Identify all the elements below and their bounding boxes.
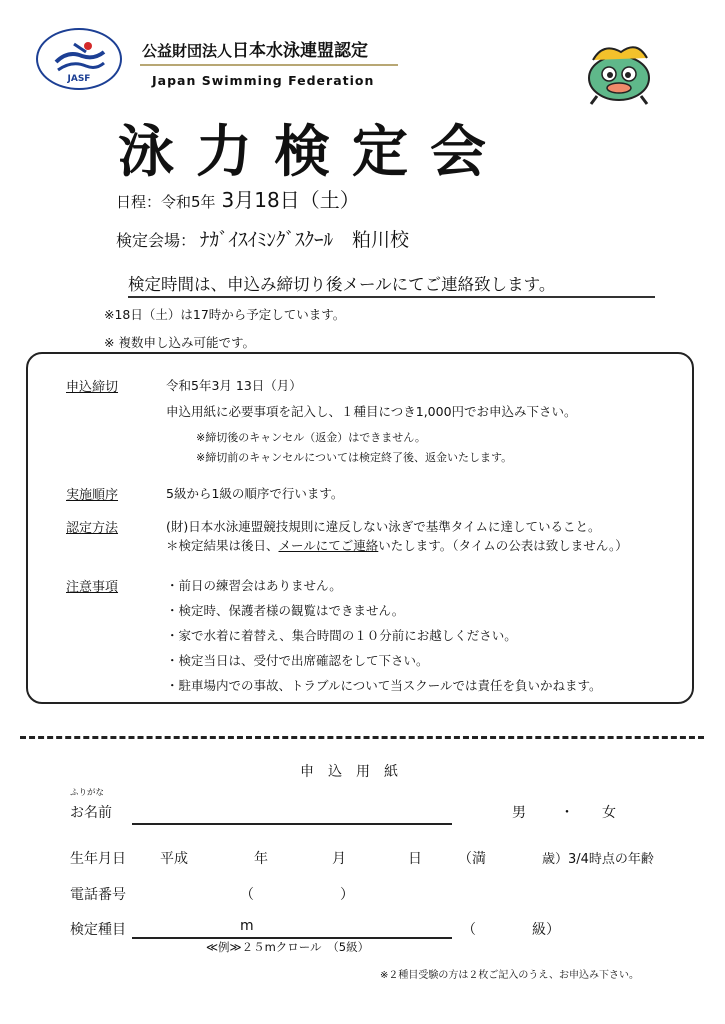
org-name-en: Japan Swimming Federation	[152, 73, 375, 88]
schedule-label: 日程：令和5年	[116, 193, 216, 211]
event-label: 検定種目	[70, 922, 126, 938]
order-text: 5級から1級の順序で行います。	[166, 486, 344, 501]
deadline-note-1: ※締切後のキャンセル（返金）はできません。	[196, 431, 426, 444]
furigana-label: ふりがな	[70, 788, 105, 798]
org-name: 公益財団法人日本水泳連盟認定	[142, 41, 369, 61]
event-example: ≪例≫２５mクロール （5級）	[206, 940, 370, 954]
age-open: （満	[458, 851, 486, 867]
schedule	[116, 184, 360, 213]
birth-year: 年	[254, 851, 268, 867]
name-field[interactable]	[132, 823, 452, 825]
caution-item: ・前日の練習会はありません。	[166, 578, 342, 593]
gender-female[interactable]: 女	[602, 805, 616, 821]
method-label: 認定方法	[66, 521, 119, 536]
birth-day: 日	[408, 851, 422, 867]
page-title: 泳力検定会	[118, 120, 508, 185]
caution-item: ・家で水着に着替え、集合時間の１０分前にお越しください。	[166, 628, 517, 643]
time-notice: 検定時間は、申込み締切り後メールにてご連絡致します。	[128, 271, 655, 298]
schedule-date: 3月18日（土）	[221, 188, 360, 212]
gender-male[interactable]: 男	[512, 805, 526, 821]
level-close: 級）	[532, 922, 560, 938]
logo-text: JASF	[67, 74, 91, 84]
deadline-label: 申込締切	[66, 380, 119, 395]
method-text: (財)日本水泳連盟競技規則に違反しない泳ぎで基準タイムに達していること。	[166, 519, 601, 534]
footnote: ※２種目受験の方は２枚ご記入のうえ、お申込み下さい。	[380, 970, 639, 981]
age-close: 歳）3/4時点の年齢	[542, 852, 654, 867]
caution-label: 注意事項	[66, 580, 119, 595]
method-note: ＊検定結果は後日、メールにてご連絡いたします。（タイムの公表は致しません。）	[166, 538, 628, 553]
order-label: 実施順序	[66, 488, 119, 503]
name-label: お名前	[70, 805, 112, 821]
deadline-note-2: ※締切前のキャンセルについては検定終了後、返金いたします。	[196, 451, 513, 464]
deadline-text: 申込用紙に必要事項を記入し、１種目につき1,000円でお申込み下さい。	[166, 404, 577, 419]
event-unit: m	[240, 918, 254, 934]
phone-paren-open: （	[240, 887, 254, 903]
form-title: 申込用紙	[300, 764, 412, 780]
org-divider	[140, 64, 398, 66]
cut-line	[20, 736, 704, 739]
caution-item: ・検定時、保護者様の観覧はできません。	[166, 603, 405, 618]
venue	[116, 225, 409, 252]
jasf-logo	[36, 28, 122, 90]
birth-era: 平成	[160, 851, 188, 867]
caution-item: ・検定当日は、受付で出席確認をして下さい。	[166, 653, 429, 668]
venue-label: 検定会場：	[116, 231, 197, 250]
note-time: ※18日（土）は17時から予定しています。	[104, 307, 346, 322]
gender-separator: ・	[560, 805, 574, 821]
level-open: （	[462, 922, 476, 938]
phone-paren-close: ）	[340, 887, 354, 903]
note-multiple: ※ 複数申し込み可能です。	[104, 335, 255, 350]
birth-label: 生年月日	[70, 851, 126, 867]
mascot-icon	[577, 38, 659, 108]
venue-name: ﾅｶﾞｲｽｲﾐﾝｸﾞｽｸｰﾙ 粕川校	[200, 229, 410, 251]
phone-label: 電話番号	[70, 887, 126, 903]
birth-month: 月	[332, 851, 346, 867]
caution-item: ・駐車場内での事故、トラブルについて当スクールでは責任を負いかねます。	[166, 678, 602, 693]
deadline-date: 令和5年3月 13日（月）	[166, 378, 302, 393]
